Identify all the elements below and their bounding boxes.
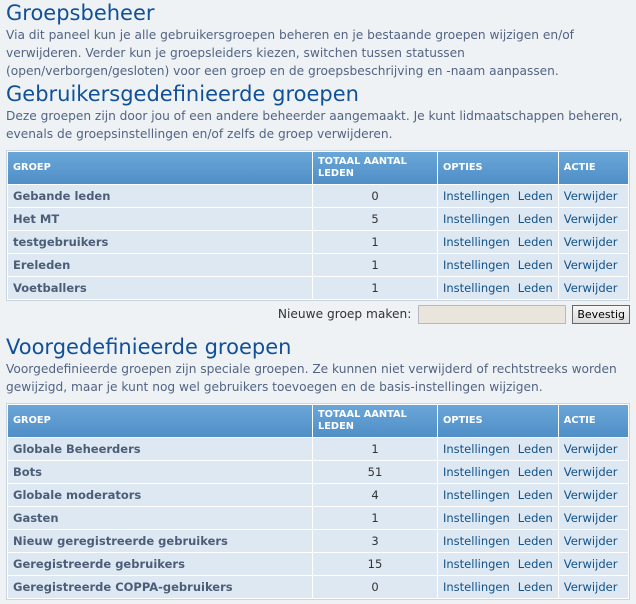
delete-link[interactable]: Verwijder xyxy=(563,442,618,456)
delete-link[interactable]: Verwijder xyxy=(563,235,618,249)
table-row xyxy=(8,277,628,299)
table-row xyxy=(8,185,628,207)
options-cell xyxy=(438,484,558,506)
settings-link[interactable]: Instellingen xyxy=(443,189,510,203)
action-cell xyxy=(559,277,628,299)
group-name: Globale moderators xyxy=(8,484,312,506)
members-link[interactable]: Leden xyxy=(517,281,553,295)
options-cell xyxy=(438,576,558,598)
table-row xyxy=(8,438,628,460)
confirm-button[interactable]: Bevestig xyxy=(572,305,630,324)
page-description: Via dit paneel kun je alle gebruikersgroepen beheren en je bestaande groepen wijzigen en/of verwijderen. Verder kun je groepsleiders kiezen, switchen tussen statussen (open/verborgen/gesloten) voor een groep en de groepsbeschrijving en -naam aanpassen. xyxy=(6,28,574,78)
member-count: 5 xyxy=(313,208,437,230)
user-groups-table xyxy=(6,150,630,301)
action-cell xyxy=(559,438,628,460)
members-link[interactable]: Leden xyxy=(517,488,553,502)
predefined-groups-heading: Voorgedefinieerde groepen xyxy=(6,335,292,359)
user-groups-description: Deze groepen zijn door jou of een andere beheerder aangemaakt. Je kunt lidmaatschappen beheren, evenals de groepsinstellingen en/of zelfs de groep verwijderen. xyxy=(6,109,623,141)
column-header-options: OPTIES xyxy=(438,405,558,437)
member-count: 15 xyxy=(313,553,437,575)
members-link[interactable]: Leden xyxy=(517,442,553,456)
members-link[interactable]: Leden xyxy=(517,189,553,203)
delete-link[interactable]: Verwijder xyxy=(563,511,618,525)
page-title: Groepsbeheer xyxy=(6,1,155,25)
table-row xyxy=(8,231,628,253)
new-group-label: Nieuwe groep maken: xyxy=(277,307,412,321)
settings-link[interactable]: Instellingen xyxy=(443,235,510,249)
member-count: 0 xyxy=(313,576,437,598)
table-row xyxy=(8,208,628,230)
table-row xyxy=(8,576,628,598)
group-name: Globale Beheerders xyxy=(8,438,312,460)
members-link[interactable]: Leden xyxy=(517,465,553,479)
action-cell xyxy=(559,185,628,207)
settings-link[interactable]: Instellingen xyxy=(443,442,510,456)
delete-link[interactable]: Verwijder xyxy=(563,488,618,502)
table-row xyxy=(8,461,628,483)
options-cell xyxy=(438,208,558,230)
member-count: 1 xyxy=(313,507,437,529)
new-group-form xyxy=(6,301,630,327)
action-cell xyxy=(559,208,628,230)
member-count: 0 xyxy=(313,185,437,207)
settings-link[interactable]: Instellingen xyxy=(443,511,510,525)
options-cell xyxy=(438,231,558,253)
table-row xyxy=(8,507,628,529)
options-cell xyxy=(438,507,558,529)
group-name: Geregistreerde COPPA-gebruikers xyxy=(8,576,312,598)
action-cell xyxy=(559,576,628,598)
action-cell xyxy=(559,461,628,483)
action-cell xyxy=(559,231,628,253)
action-cell xyxy=(559,484,628,506)
table-row xyxy=(8,254,628,276)
delete-link[interactable]: Verwijder xyxy=(563,557,618,571)
table-row xyxy=(8,484,628,506)
column-header-action: ACTIE xyxy=(559,152,628,184)
action-cell xyxy=(559,553,628,575)
column-header-action: ACTIE xyxy=(559,405,628,437)
group-name: Gasten xyxy=(8,507,312,529)
action-cell xyxy=(559,530,628,552)
table-row xyxy=(8,553,628,575)
member-count: 3 xyxy=(313,530,437,552)
options-cell xyxy=(438,254,558,276)
settings-link[interactable]: Instellingen xyxy=(443,488,510,502)
column-header-options: OPTIES xyxy=(438,152,558,184)
table-header-row xyxy=(8,405,628,437)
member-count: 1 xyxy=(313,254,437,276)
settings-link[interactable]: Instellingen xyxy=(443,258,510,272)
settings-link[interactable]: Instellingen xyxy=(443,281,510,295)
member-count: 1 xyxy=(313,231,437,253)
member-count: 1 xyxy=(313,438,437,460)
group-name: Het MT xyxy=(8,208,312,230)
delete-link[interactable]: Verwijder xyxy=(563,281,618,295)
members-link[interactable]: Leden xyxy=(517,258,553,272)
delete-link[interactable]: Verwijder xyxy=(563,534,618,548)
group-name: Nieuw geregistreerde gebruikers xyxy=(8,530,312,552)
settings-link[interactable]: Instellingen xyxy=(443,534,510,548)
group-name: Bots xyxy=(8,461,312,483)
delete-link[interactable]: Verwijder xyxy=(563,580,618,594)
member-count: 4 xyxy=(313,484,437,506)
predefined-groups-table xyxy=(6,403,630,600)
settings-link[interactable]: Instellingen xyxy=(443,212,510,226)
options-cell xyxy=(438,185,558,207)
group-name: Ereleden xyxy=(8,254,312,276)
action-cell xyxy=(559,254,628,276)
delete-link[interactable]: Verwijder xyxy=(563,258,618,272)
options-cell xyxy=(438,553,558,575)
column-header-group: GROEP xyxy=(8,405,312,437)
new-group-input[interactable] xyxy=(418,305,566,324)
delete-link[interactable]: Verwijder xyxy=(563,189,618,203)
action-cell xyxy=(559,507,628,529)
options-cell xyxy=(438,461,558,483)
user-groups-heading: Gebruikersgedefinieerde groepen xyxy=(6,82,359,106)
member-count: 51 xyxy=(313,461,437,483)
options-cell xyxy=(438,277,558,299)
group-name: Geregistreerde gebruikers xyxy=(8,553,312,575)
member-count: 1 xyxy=(313,277,437,299)
members-link[interactable]: Leden xyxy=(517,557,553,571)
group-name: Voetballers xyxy=(8,277,312,299)
members-link[interactable]: Leden xyxy=(517,235,553,249)
group-name: Gebande leden xyxy=(8,185,312,207)
settings-link[interactable]: Instellingen xyxy=(443,557,510,571)
members-link[interactable]: Leden xyxy=(517,580,553,594)
members-link[interactable]: Leden xyxy=(517,511,553,525)
delete-link[interactable]: Verwijder xyxy=(563,465,618,479)
column-header-group: GROEP xyxy=(8,152,312,184)
column-header-total: TOTAAL AANTAL LEDEN xyxy=(313,405,437,437)
members-link[interactable]: Leden xyxy=(517,212,553,226)
settings-link[interactable]: Instellingen xyxy=(443,580,510,594)
members-link[interactable]: Leden xyxy=(517,534,553,548)
settings-link[interactable]: Instellingen xyxy=(443,465,510,479)
delete-link[interactable]: Verwijder xyxy=(563,212,618,226)
options-cell xyxy=(438,530,558,552)
column-header-total: TOTAAL AANTAL LEDEN xyxy=(313,152,437,184)
user-groups-rows xyxy=(8,185,628,299)
group-name: testgebruikers xyxy=(8,231,312,253)
table-row xyxy=(8,530,628,552)
predefined-groups-description: Voorgedefinieerde groepen zijn speciale groepen. Ze kunnen niet verwijderd of rechtstreeks worden gewijzigd, maar je kunt nog wel gebruikers toevoegen en de basis-instellingen wijzigen. xyxy=(6,362,617,394)
predefined-groups-rows xyxy=(8,438,628,598)
options-cell xyxy=(438,438,558,460)
table-header-row xyxy=(8,152,628,184)
